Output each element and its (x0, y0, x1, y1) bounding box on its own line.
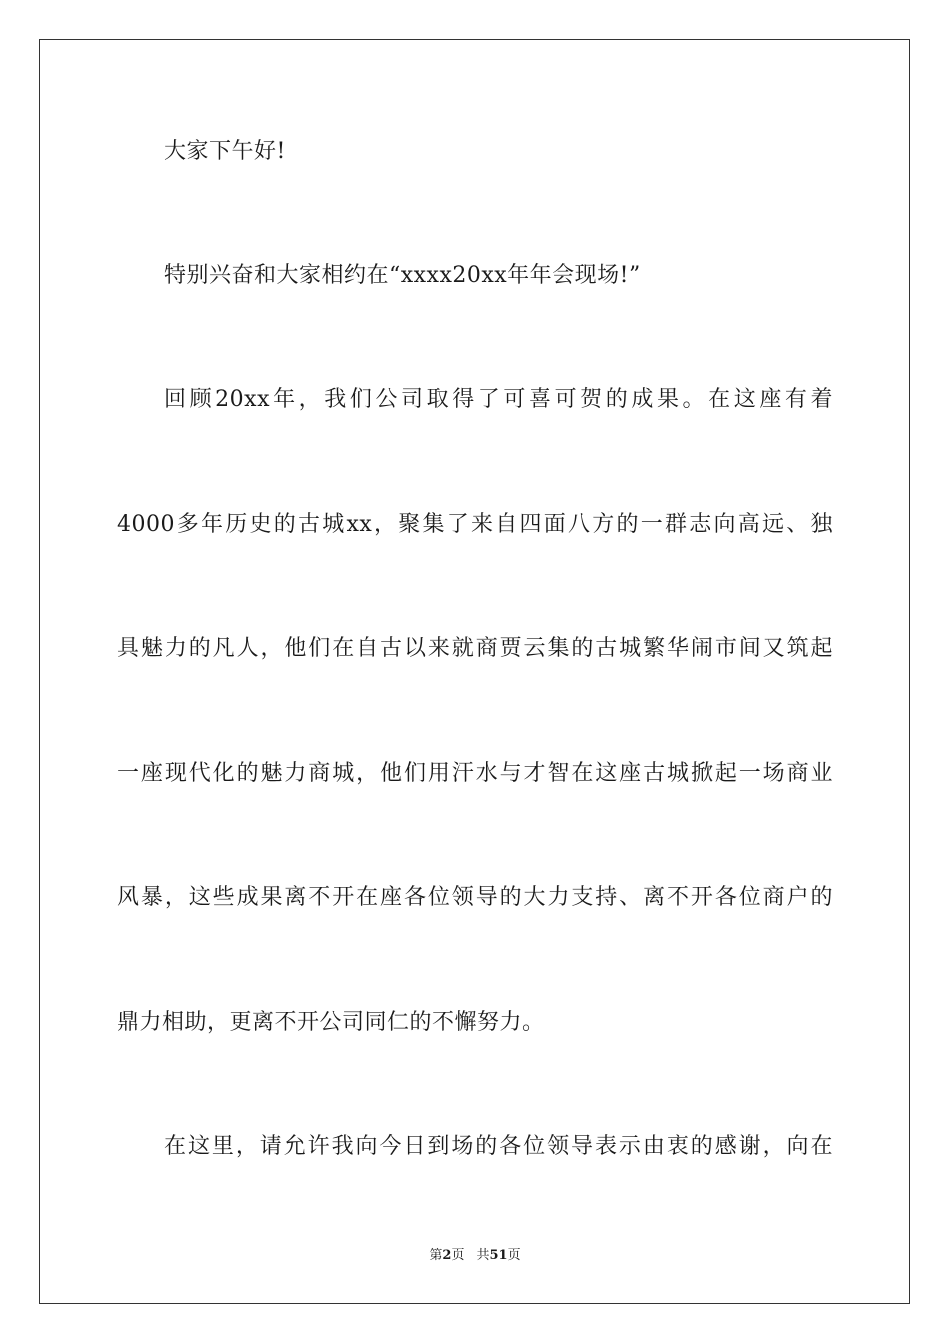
page-footer (0, 1247, 950, 1265)
page-border (39, 39, 910, 1304)
greeting-line: 大家下午好! (164, 139, 286, 164)
page-number: 2 (442, 1248, 452, 1263)
paragraph-line: 在这里，请允许我向今日到场的各位领导表示由衷的感谢，向在 (164, 1134, 833, 1159)
paragraph-line: 一座现代化的魅力商城，他们用汗水与才智在这座古城掀起一场商业 (117, 761, 833, 786)
paragraph-line: 具魅力的凡人，他们在自古以来就商贾云集的古城繁华闹市间又筑起 (117, 636, 833, 661)
paragraph-line: 回顾20xx年，我们公司取得了可喜可贺的成果。在这座有着 (164, 387, 833, 412)
paragraph-line: 风暴，这些成果离不开在座各位领导的大力支持、离不开各位商户的 (117, 885, 833, 910)
page-suffix: 页 (451, 1248, 465, 1263)
paragraph-line: 4000多年历史的古城xx，聚集了来自四面八方的一群志向高远、独 (117, 512, 833, 537)
total-prefix: 共 (476, 1248, 490, 1263)
total-pages: 51 (489, 1248, 508, 1263)
paragraph-line: 特别兴奋和大家相约在“xxxx20xx年年会现场!” (164, 263, 641, 288)
paragraph-line: 鼎力相助，更离不开公司同仁的不懈努力。 (117, 1010, 545, 1035)
total-suffix: 页 (507, 1248, 521, 1263)
page-prefix: 第 (429, 1248, 443, 1263)
